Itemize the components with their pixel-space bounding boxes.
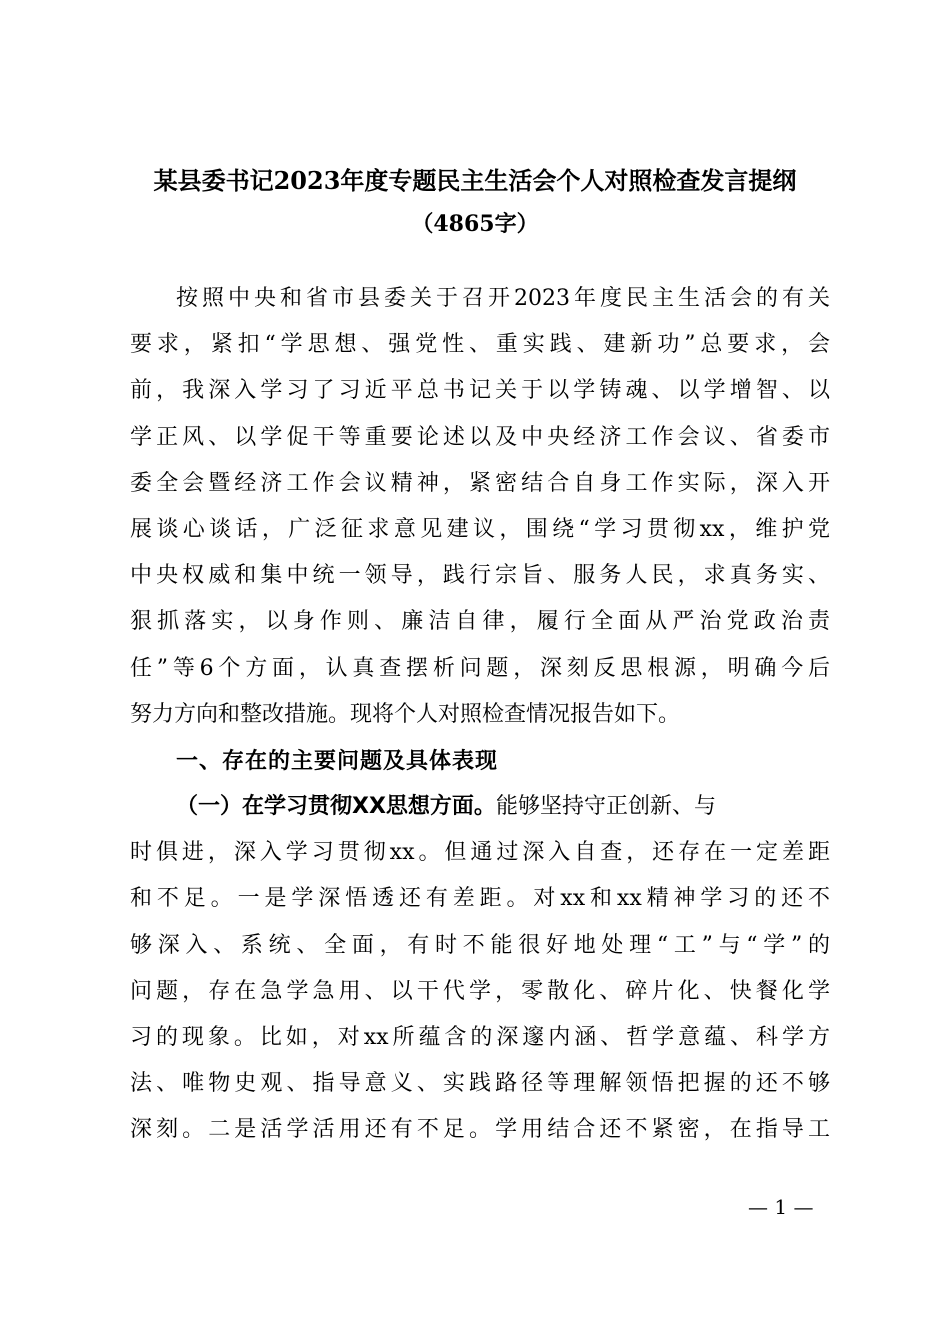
- intro-line: 前，我深入学习了习近平总书记关于以学铸魂、以学增智、以: [130, 378, 830, 404]
- intro-line: 努力方向和整改措施。现将个人对照检查情况报告如下。: [130, 701, 681, 727]
- section-heading: 一、存在的主要问题及具体表现: [176, 749, 499, 774]
- document-subtitle: （4865字）: [411, 211, 539, 237]
- subsection-line: 问题，存在急学急用、以干代学，零散化、碎片化、快餐化学: [130, 978, 830, 1004]
- intro-line: 按照中央和省市县委关于召开2023年度民主生活会的有关: [176, 286, 830, 311]
- subsection-line-rest: 能够坚持守正创新、与: [495, 794, 716, 819]
- subsection-paragraph: [130, 784, 830, 1154]
- subsection-line: 够深入、系统、全面，有时不能很好地处理“工”与“学”的: [130, 932, 830, 958]
- intro-paragraph: [130, 276, 830, 738]
- intro-line: 展谈心谈话，广泛征求意见建议，围绕“学习贯彻xx，维护党: [130, 516, 830, 542]
- subsection-line: 习的现象。比如，对xx所蕴含的深邃内涵、哲学意蕴、科学方: [130, 1024, 830, 1050]
- intro-line: 委全会暨经济工作会议精神，紧密结合自身工作实际，深入开: [130, 470, 830, 496]
- subsection-line: 和不足。一是学深悟透还有差距。对xx和xx精神学习的还不: [130, 886, 830, 912]
- subsection-first-line: [130, 784, 830, 830]
- intro-line: 要求，紧扣“学思想、强党性、重实践、建新功”总要求，会: [130, 332, 830, 358]
- document-title: 某县委书记2023年度专题民主生活会个人对照检查发言提纲: [153, 166, 797, 195]
- intro-line: 学正风、以学促干等重要论述以及中央经济工作会议、省委市: [130, 424, 830, 450]
- page-number: — 1 —: [748, 1195, 814, 1219]
- subsection-line: 法、唯物史观、指导意义、实践路径等理解领悟把握的还不够: [130, 1071, 830, 1097]
- subsection-line: 时俱进，深入学习贯彻xx。但通过深入自查，还存在一定差距: [130, 840, 830, 866]
- subsection-line: 深刻。二是活学活用还有不足。学用结合还不紧密，在指导工: [130, 1117, 830, 1143]
- intro-line: 任”等6个方面，认真查摆析问题，深刻反思根源，明确今后: [130, 655, 830, 681]
- intro-line: 狠抓落实，以身作则、廉洁自律，履行全面从严治党政治责: [130, 609, 830, 635]
- intro-line: 中央权威和集中统一领导，践行宗旨、服务人民，求真务实、: [130, 563, 830, 589]
- subsection-heading: （一）在学习贯彻XX思想方面。: [176, 794, 496, 819]
